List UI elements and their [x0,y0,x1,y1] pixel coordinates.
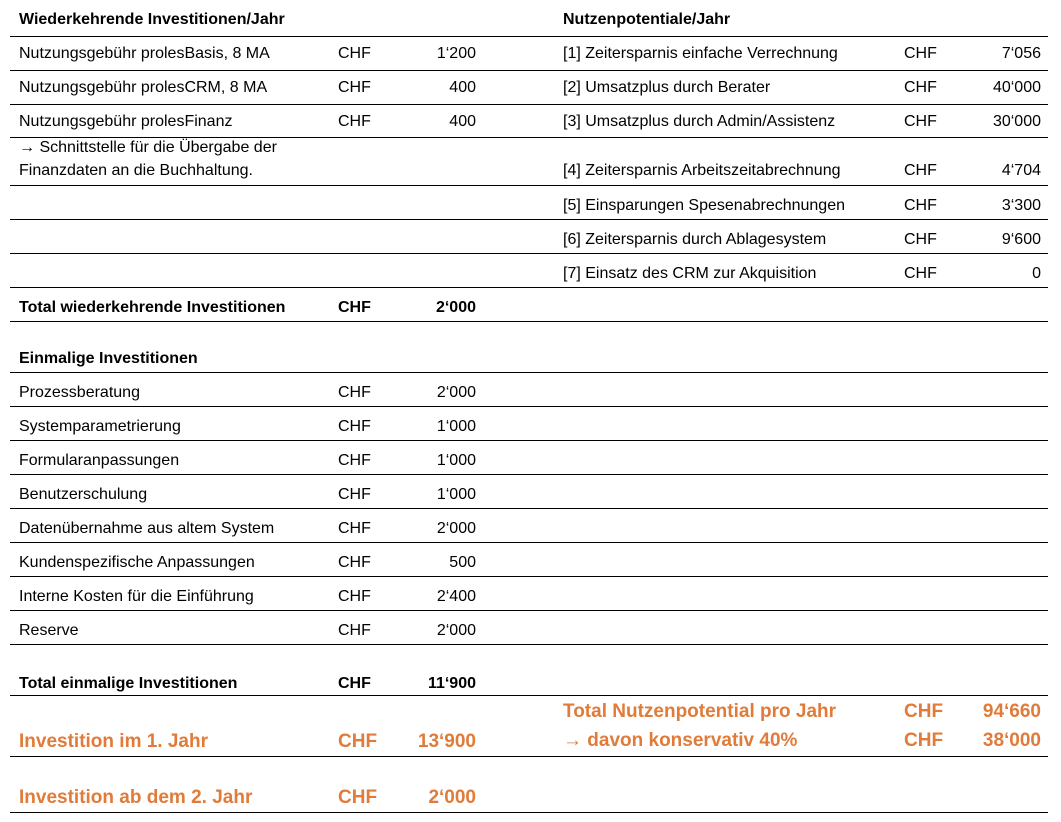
recurring-currency: CHF [338,79,371,96]
onetime-currency: CHF [338,588,371,605]
onetime-label: Formularanpassungen [19,452,180,469]
onetime-amount: 1‘000 [436,452,476,469]
row-divider [10,756,1048,757]
onetime-label: Interne Kosten für die Einführung [19,588,254,605]
row-divider [10,321,1048,322]
benefit-currency: CHF [904,113,937,130]
row-divider [10,36,1048,37]
investment-year2-label: Investition ab dem 2. Jahr [19,787,253,808]
benefit-amount: 4‘704 [1001,162,1041,179]
recurring-total-amount: 2‘000 [435,299,476,316]
benefit-label: [4] Zeitersparnis Arbeitszeitabrechnung [563,162,841,179]
benefits-title: Nutzenpotentiale/Jahr [563,11,731,28]
row-divider [10,406,1048,407]
onetime-currency: CHF [338,452,371,469]
onetime-label: Kundenspezifische Anpassungen [19,554,255,571]
benefit-label: [1] Zeitersparnis einfache Verrechnung [563,45,838,62]
row-divider [10,440,1048,441]
row-divider [10,70,1048,71]
benefit-label: [3] Umsatzplus durch Admin/Assistenz [563,113,836,130]
row-divider [10,474,1048,475]
row-divider [10,287,1048,288]
onetime-currency: CHF [338,520,371,537]
recurring-note-line2: Finanzdaten an die Buchhaltung. [19,162,253,179]
benefit-amount: 9‘600 [1001,231,1041,248]
benefit-label: [7] Einsatz des CRM zur Akquisition [563,265,817,282]
onetime-currency: CHF [338,384,371,401]
benefit-amount: 0 [1032,265,1041,282]
onetime-amount: 1‘000 [436,418,476,435]
benefits-conservative-currency: CHF [904,730,944,751]
benefit-label: [6] Zeitersparnis durch Ablagesystem [563,231,827,248]
benefit-currency: CHF [904,265,937,282]
row-divider [10,508,1048,509]
row-divider [10,644,1048,645]
recurring-title: Wiederkehrende Investitionen/Jahr [19,11,285,28]
benefits-total-amount: 94‘660 [982,701,1041,722]
onetime-currency: CHF [338,418,371,435]
row-divider [10,104,1048,105]
onetime-amount: 2‘000 [436,622,476,639]
onetime-label: Systemparametrierung [19,418,181,435]
benefits-conservative-label: → davon konservativ 40% [563,730,798,751]
row-divider [10,610,1048,611]
onetime-label: Prozessberatung [19,384,140,401]
onetime-label: Datenübernahme aus altem System [19,520,275,537]
onetime-amount: 2‘000 [436,520,476,537]
investment-year1-label: Investition im 1. Jahr [19,731,208,752]
onetime-total-label: Total einmalige Investitionen [19,675,238,692]
row-divider [10,253,1048,254]
investment-year2-amount: 2‘000 [428,787,476,808]
onetime-currency: CHF [338,554,371,571]
recurring-total-currency: CHF [338,299,371,316]
recurring-label: Nutzungsgebühr prolesCRM, 8 MA [19,79,268,96]
onetime-label: Reserve [19,622,79,639]
recurring-note-line1: → Schnittstelle für die Übergabe der [19,139,277,156]
benefits-total-label: Total Nutzenpotential pro Jahr [563,701,837,722]
onetime-label: Benutzerschulung [19,486,148,503]
row-divider [10,219,1048,220]
recurring-label: Nutzungsgebühr prolesFinanz [19,113,233,130]
investment-year1-currency: CHF [338,731,378,752]
benefit-currency: CHF [904,197,937,214]
benefit-label: [5] Einsparungen Spesenabrechnungen [563,197,845,214]
investment-year1-amount: 13‘900 [417,731,476,752]
onetime-title: Einmalige Investitionen [19,350,198,367]
benefits-total-currency: CHF [904,701,944,722]
recurring-amount: 1‘200 [436,45,476,62]
row-divider [10,542,1048,543]
onetime-currency: CHF [338,622,371,639]
row-divider [10,812,1048,813]
row-divider [10,576,1048,577]
recurring-currency: CHF [338,45,371,62]
onetime-total-currency: CHF [338,675,371,692]
recurring-label: Nutzungsgebühr prolesBasis, 8 MA [19,45,270,62]
onetime-total-amount: 11‘900 [427,675,476,692]
row-divider [10,185,1048,186]
benefit-currency: CHF [904,45,937,62]
benefit-currency: CHF [904,231,937,248]
benefit-amount: 7‘056 [1001,45,1041,62]
recurring-amount: 400 [449,79,476,96]
investment-year2-currency: CHF [338,787,378,808]
benefit-amount: 30‘000 [992,113,1041,130]
benefit-amount: 3‘300 [1001,197,1041,214]
benefits-conservative-amount: 38‘000 [982,730,1041,751]
onetime-amount: 2‘400 [436,588,476,605]
onetime-amount: 2‘000 [436,384,476,401]
benefit-currency: CHF [904,79,937,96]
onetime-amount: 1‘000 [436,486,476,503]
row-divider [10,695,1048,696]
recurring-total-label: Total wiederkehrende Investitionen [19,299,286,316]
benefit-currency: CHF [904,162,937,179]
onetime-amount: 500 [449,554,476,571]
benefit-label: [2] Umsatzplus durch Berater [563,79,771,96]
recurring-amount: 400 [449,113,476,130]
onetime-currency: CHF [338,486,371,503]
recurring-currency: CHF [338,113,371,130]
benefit-amount: 40‘000 [992,79,1041,96]
row-divider [10,372,1048,373]
